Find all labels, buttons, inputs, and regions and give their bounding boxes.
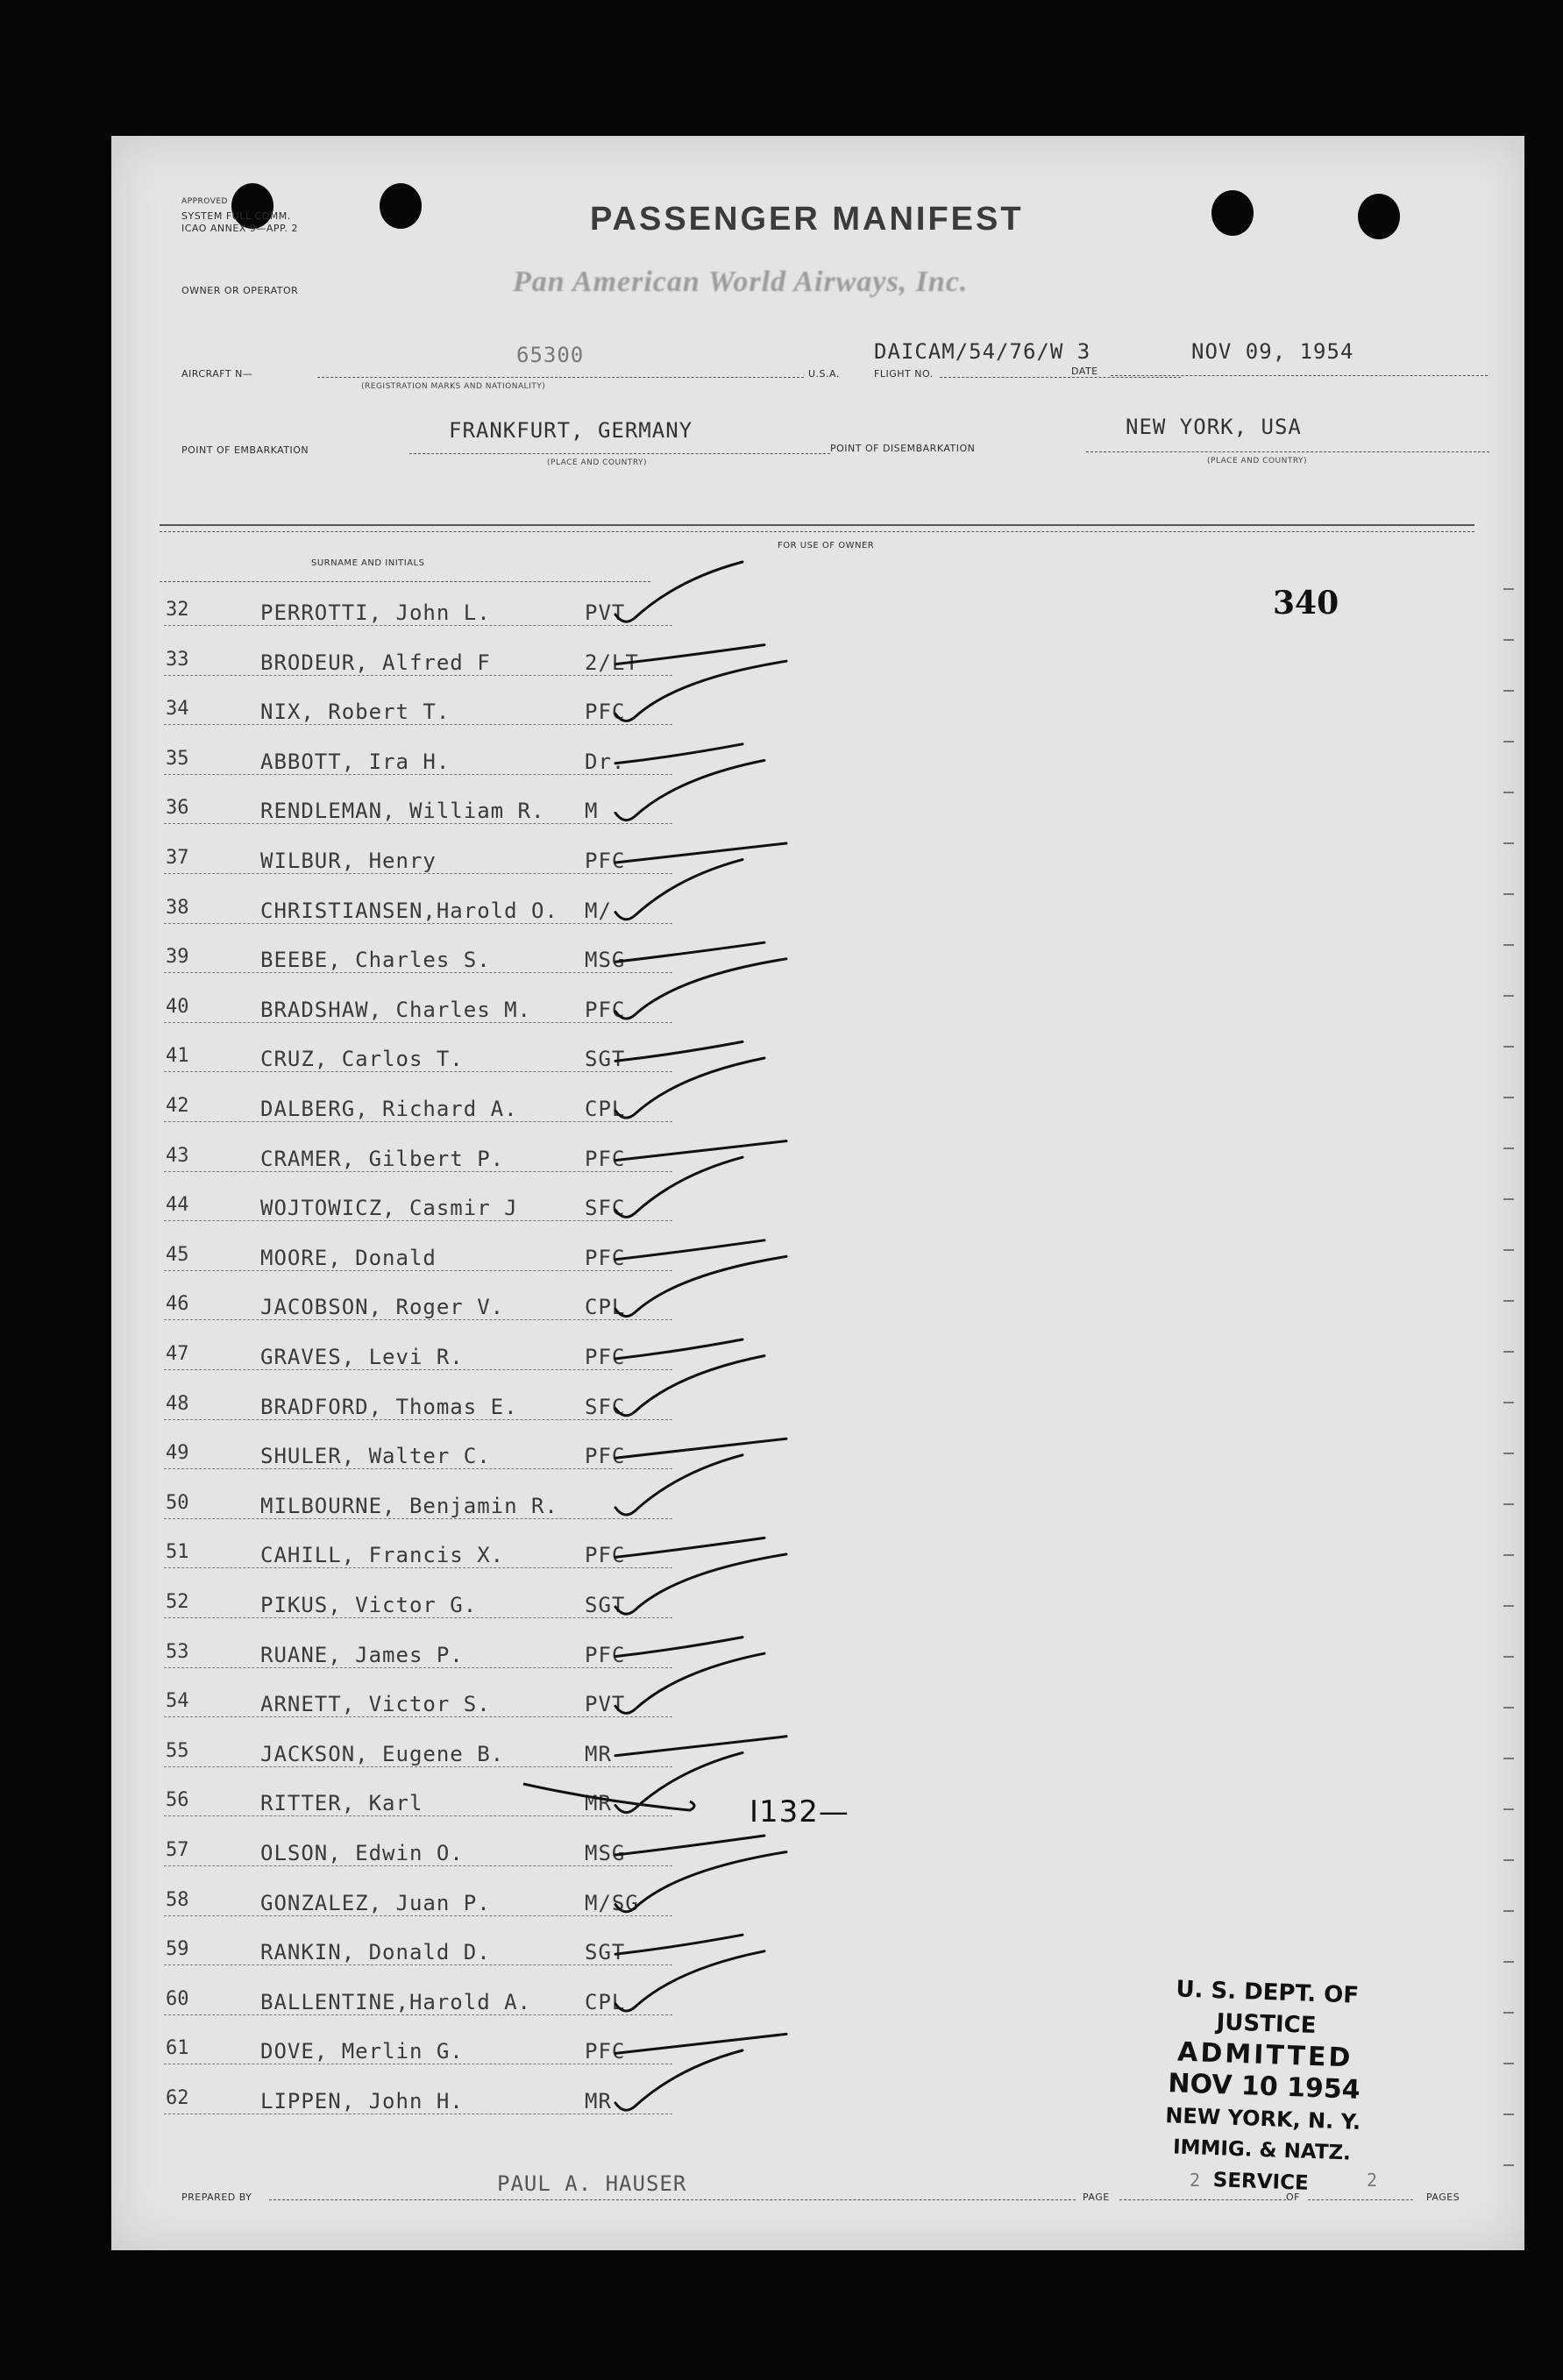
passenger-rank: M/SG [585,1890,639,1915]
passenger-rank: CPL [585,1097,626,1121]
passenger-rank: MR [585,2089,612,2114]
passenger-rank: PFC [585,1146,626,1171]
passenger-name: CRAMER, Gilbert P. [260,1146,505,1171]
passenger-number: 46 [166,1293,189,1316]
passenger-rank: M [585,799,599,824]
passenger-number: 53 [166,1640,189,1663]
passenger-rank: PFC [585,997,626,1022]
checkmark-stroke [615,1240,764,1260]
aircraft-value: 65300 [516,343,585,367]
passenger-number: 42 [166,1095,189,1117]
passenger-number: 48 [166,1392,189,1415]
checkmark-stroke [615,1737,786,1756]
checkmark-stroke [615,744,742,764]
passenger-name: WOJTOWICZ, Casmir J [260,1196,518,1221]
passenger-name: BEEBE, Charles S. [260,948,491,973]
handwritten-note: I132— [750,1794,849,1829]
passenger-number: 32 [166,599,189,621]
stamp-city: NEW YORK, N. Y. [1164,2103,1361,2135]
passenger-number: 36 [166,797,189,820]
passenger-name: JACOBSON, Roger V. [260,1295,505,1320]
page-label: PAGE [1083,2192,1110,2203]
passenger-number: 40 [166,995,189,1018]
passenger-number: 55 [166,1739,189,1762]
checkmark-stroke [615,760,764,820]
checkmark-stroke [615,1653,764,1713]
passenger-number: 59 [166,1938,189,1961]
checkmark-stroke [615,2050,742,2110]
passenger-name: CRUZ, Carlos T. [260,1047,464,1072]
passenger-name: PIKUS, Victor G. [260,1593,478,1617]
page-value: 2 [1190,2170,1202,2191]
passenger-rank: PFC [585,1345,626,1369]
prepared-underline [269,2199,1076,2200]
aircraft-sub: (REGISTRATION MARKS AND NATIONALITY) [361,382,546,391]
passenger-name: OLSON, Edwin O. [260,1841,464,1865]
passenger-number: 45 [166,1243,189,1266]
checkmark-stroke [615,1554,786,1614]
date-value: NOV 09, 1954 [1191,339,1354,364]
passenger-name: BRODEUR, Alfred F [260,650,491,675]
checkmark-stroke [615,1638,742,1657]
checkmark-stroke [615,860,742,920]
pages-label: PAGES [1426,2192,1460,2203]
passenger-rank: MSG [585,1841,626,1865]
passenger-name: PERROTTI, John L. [260,600,491,625]
passenger-name: MILBOURNE, Benjamin R. [260,1493,558,1518]
prepared-label: PREPARED BY [181,2192,252,2203]
aircraft-label: AIRCRAFT N— [181,368,253,380]
checkmark-stroke [615,1439,786,1458]
passenger-number: 43 [166,1144,189,1167]
passenger-name: CAHILL, Francis X. [260,1543,505,1568]
passenger-name: BRADSHAW, Charles M. [260,997,531,1022]
checkmark-stroke [615,843,786,863]
passenger-rank: PVT [585,600,626,625]
passenger-number: 52 [166,1591,189,1613]
passenger-rank: SGT [585,1047,626,1072]
passenger-rank: MR [585,1741,612,1766]
flight-label: FLIGHT NO. [874,368,934,380]
passenger-rank: CPL [585,1295,626,1320]
passenger-number: 49 [166,1442,189,1465]
disembarkation-label: POINT OF DISEMBARKATION [830,443,976,454]
passenger-rank: M/ [585,898,612,923]
checkmark-stroke [615,1256,786,1316]
passenger-number: 35 [166,747,189,770]
embarkation-value: FRANKFURT, GERMANY [449,418,693,443]
passenger-rank: MSG [585,948,626,973]
checkmark-stroke [615,1356,764,1416]
checkmark-stroke [615,2034,786,2053]
passenger-number: 38 [166,896,189,919]
passenger-name: DALBERG, Richard A. [260,1097,518,1121]
passenger-number: 58 [166,1888,189,1911]
passenger-rank: Dr. [585,749,626,774]
passenger-name: BALLENTINE,Harold A. [260,1989,531,2014]
checkmark-stroke [615,1538,764,1557]
passenger-name: LIPPEN, John H. [260,2089,464,2114]
checkmark-stroke [615,1339,742,1359]
passenger-number: 44 [166,1194,189,1217]
disembarkation-sub: (PLACE AND COUNTRY) [1207,457,1308,465]
passenger-name: DOVE, Merlin G. [260,2039,464,2064]
passenger-name: CHRISTIANSEN,Harold O. [260,898,558,923]
passenger-name: GRAVES, Levi R. [260,1345,464,1369]
passenger-rank: MR [585,1791,612,1816]
passenger-rank: PFC [585,1245,626,1270]
passenger-number: 61 [166,2037,189,2060]
passenger-rank: PFC [585,849,626,873]
handwritten-checkmarks [111,136,1524,2250]
usa-label: U.S.A. [808,368,840,380]
embarkation-sub: (PLACE AND COUNTRY) [547,458,648,467]
checkmark-stroke [615,1157,742,1217]
passenger-number: 34 [166,698,189,721]
passenger-rank: PFC [585,1444,626,1469]
prepared-value: PAUL A. HAUSER [497,2171,687,2196]
flight-value: DAICAM/54/76/W 3 [874,339,1091,364]
embarkation-label: POINT OF EMBARKATION [181,444,309,456]
passenger-rank: SGT [585,1593,626,1617]
admitted-stamp [1129,1972,1400,2202]
passenger-number: 57 [166,1839,189,1861]
passenger-number: 50 [166,1491,189,1514]
checkmark-stroke [615,645,764,664]
passenger-name: SHULER, Walter C. [260,1444,491,1469]
passenger-rank: CPL [585,1989,626,2014]
of-value: 2 [1367,2170,1379,2191]
page-mark-number: 340 [1273,585,1339,622]
passenger-name: RENDLEMAN, William R. [260,799,545,824]
manifest-page [111,136,1524,2250]
date-label: DATE [1071,366,1098,377]
passenger-rank: PFC [585,2039,626,2064]
name-column-header: SURNAME AND INITIALS [311,558,425,568]
passenger-name: RITTER, Karl [260,1791,423,1816]
passenger-name: BRADFORD, Thomas E. [260,1394,518,1419]
passenger-number: 37 [166,847,189,869]
passenger-rank: SFC [585,1196,626,1221]
checkmark-stroke [615,1951,764,2011]
checkmark-stroke [615,942,764,962]
stamp-status: ADMITTED [1176,2036,1353,2074]
stamp-agency: U. S. DEPT. OF JUSTICE [1175,1976,1360,2040]
passenger-name: RUANE, James P. [260,1642,464,1667]
passenger-rank: PFC [585,700,626,725]
of-label: OF [1286,2192,1300,2203]
passenger-name: ABBOTT, Ira H. [260,749,451,774]
stamp-service: IMMIG. & NATZ. SERVICE [1172,2135,1352,2195]
page-underline [1119,2199,1286,2200]
passenger-rank: SGT [585,1940,626,1965]
passenger-number: 62 [166,2087,189,2109]
passenger-rank: SFC [585,1394,626,1419]
passenger-number: 39 [166,946,189,969]
checkmark-stroke [615,661,786,721]
passenger-number: 47 [166,1343,189,1365]
passenger-rank: PFC [585,1543,626,1568]
disembarkation-value: NEW YORK, USA [1126,415,1302,439]
checkmark-stroke [615,562,742,622]
approval-line-2: SYSTEM FULL COMM. [181,210,291,222]
passenger-rank: PVT [585,1692,626,1717]
of-underline [1308,2199,1413,2200]
checkmark-stroke [615,1041,742,1061]
passenger-rank: PFC [585,1642,626,1667]
owner-value: Pan American World Airways, Inc. [513,266,969,298]
passenger-name: ARNETT, Victor S. [260,1692,491,1717]
passenger-name: RANKIN, Donald D. [260,1940,491,1965]
checkmark-stroke [615,959,786,1019]
passenger-number: 60 [166,1987,189,2010]
checkmark-stroke [615,1141,786,1161]
owner-use-column-header: FOR USE OF OWNER [778,541,875,551]
checkmark-stroke [615,1836,764,1855]
approval-line-1: APPROVED [181,197,228,206]
passenger-name: JACKSON, Eugene B. [260,1741,505,1766]
passenger-rank: 2/LT [585,650,639,675]
stamp-date: NOV 10 1954 [1167,2068,1361,2106]
approval-line-3: ICAO ANNEX 9—APP. 2 [181,223,298,234]
passenger-number: 41 [166,1045,189,1068]
owner-label: OWNER OR OPERATOR [181,285,299,296]
passenger-number: 54 [166,1690,189,1713]
passenger-name: WILBUR, Henry [260,849,437,873]
checkmark-stroke [615,1852,786,1912]
passenger-number: 56 [166,1789,189,1812]
passenger-number: 33 [166,648,189,671]
checkmark-stroke [615,1935,742,1954]
passenger-name: GONZALEZ, Juan P. [260,1890,491,1915]
page-title: PASSENGER MANIFEST [590,201,1024,238]
cross-out-stroke [523,1784,694,1810]
passenger-number: 51 [166,1541,189,1564]
checkmark-stroke [615,1058,764,1118]
passenger-name: MOORE, Donald [260,1245,437,1270]
passenger-name: NIX, Robert T. [260,700,451,725]
checkmark-stroke [615,1455,742,1515]
